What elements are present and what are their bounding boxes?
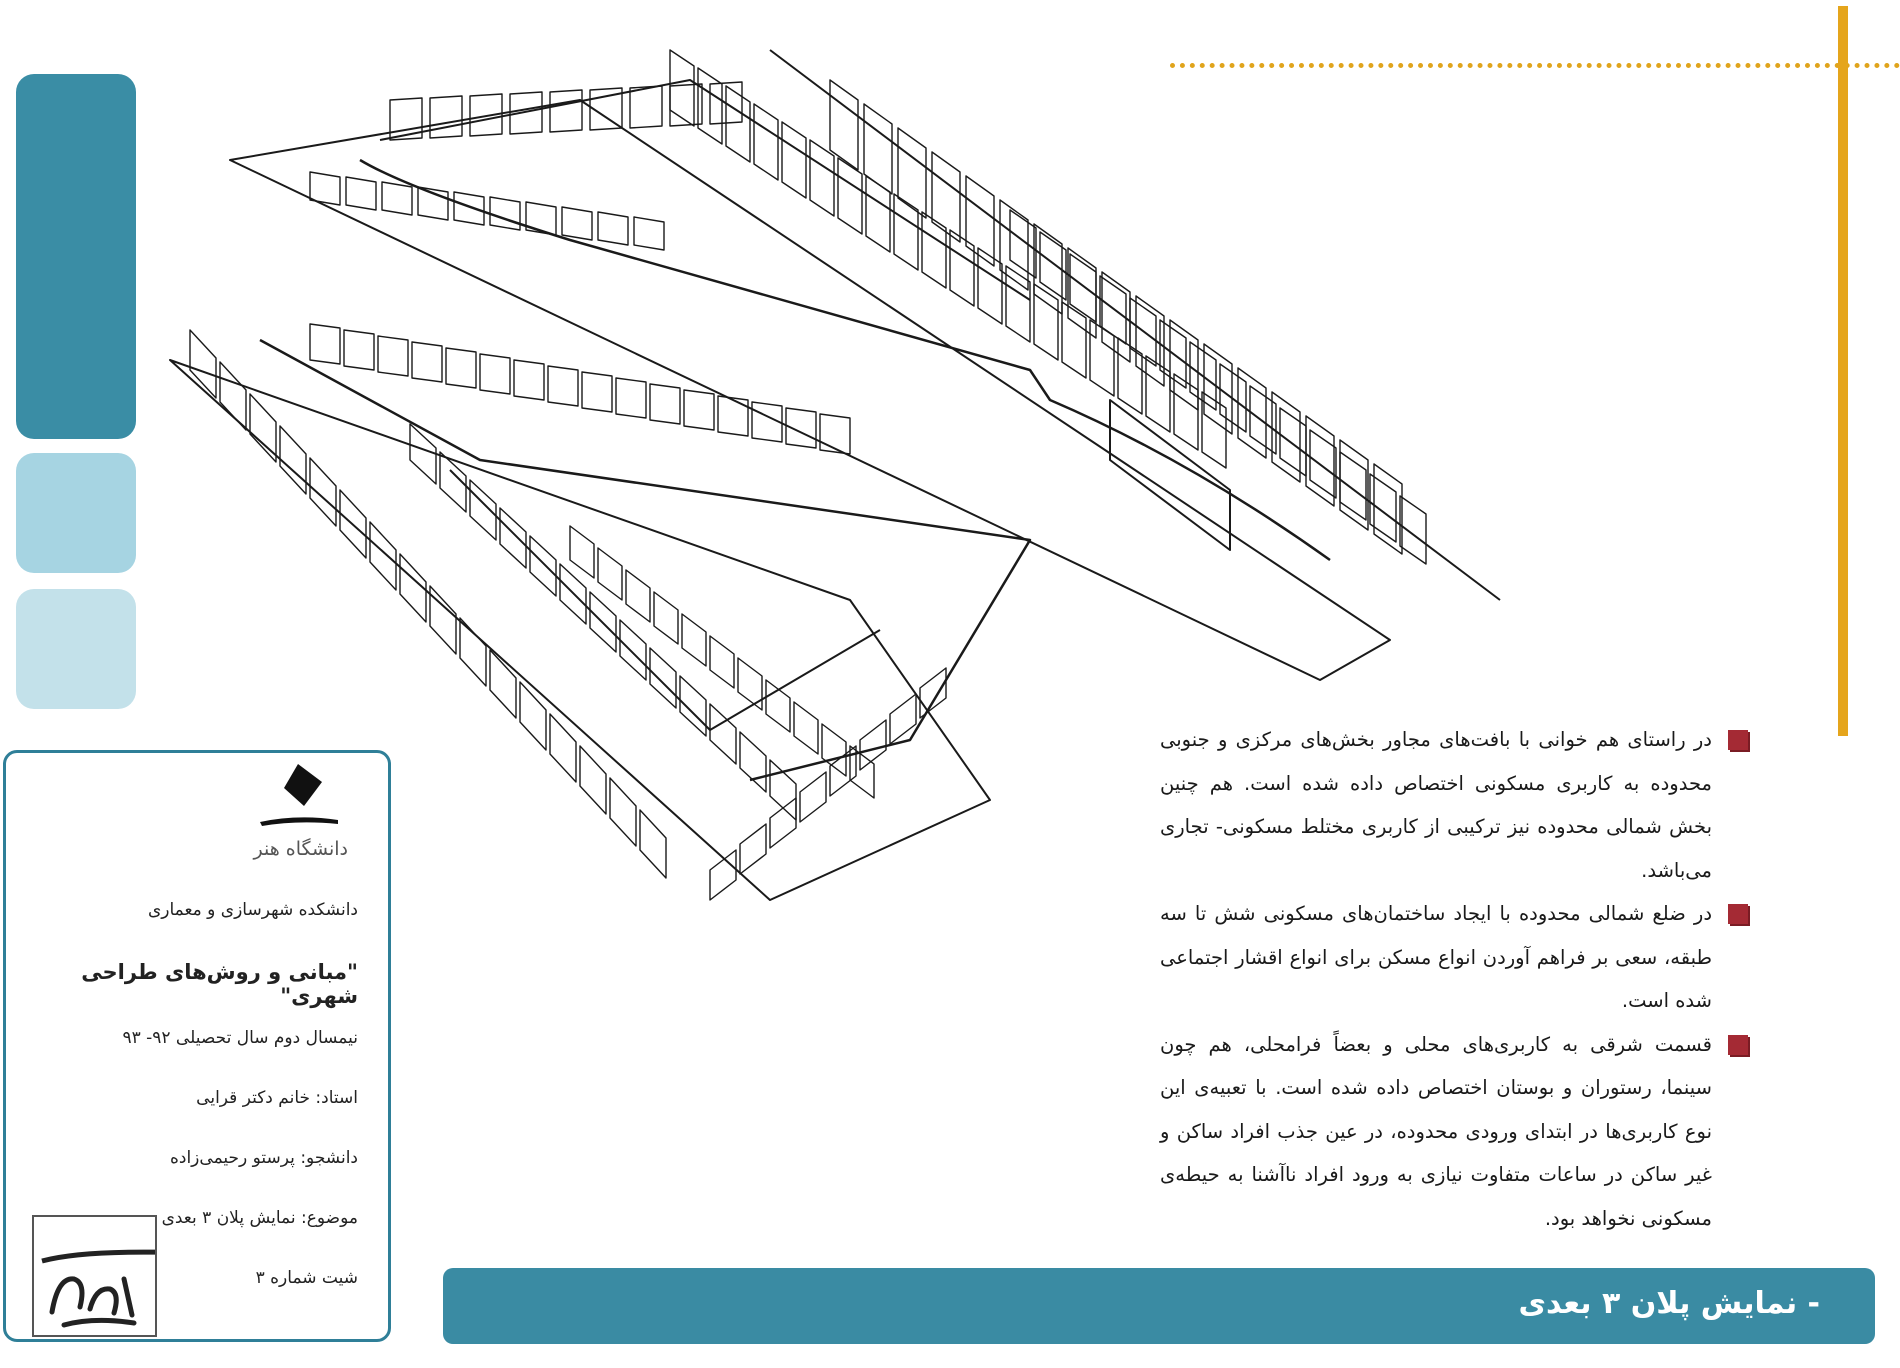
paragraph-text: در راستای هم خوانی با بافت‌های مجاور بخش‌های مرکزی و جنوبی محدوده به کاربری مسکونی اختصاص داده شده است. هم چنین بخش شمالی محدوده نیز ترکیبی از کاربری مختلط مسکونی- تجاری می‌باشد.: [1160, 728, 1712, 882]
memarana-stamp: [32, 1215, 157, 1337]
university-name: دانشگاه هنر: [253, 838, 348, 860]
bullet-square-icon: [1728, 904, 1748, 924]
paragraph-text: قسمت شرقی به کاربری‌های محلی و بعضاً فرامحلی، هم چون سینما، رستوران و بوستان اختصاص داده شده است. با تعبیه‌ی این نوع کاربری‌ها در ابتدای ورودی محدوده، در عین جذب افراد ساکن و غیر ساکن در ساعات متفاوت نیازی به ورود افراد ناآشنا به حیطه‌ی مسکونی نخواهد بود.: [1160, 1032, 1712, 1230]
student-info: دانشجو: پرستو رحیمی‌زاده: [169, 1148, 358, 1168]
footer-bar: [443, 1268, 1875, 1344]
side-tab-primary: [16, 74, 136, 439]
course-title: "مبانی و روش‌های طراحی شهری": [81, 960, 358, 1008]
footer-title: - نمایش پلان ۳ بعدی: [1518, 1286, 1820, 1321]
bullet-square-icon: [1728, 1035, 1748, 1055]
side-tab-tertiary: [16, 589, 136, 709]
semester-info: نیمسال دوم سال تحصیلی ۹۲- ۹۳: [122, 1028, 358, 1048]
paragraph-2: [1160, 892, 1748, 1023]
description-paragraphs: [1160, 718, 1748, 1240]
subject-info: موضوع: نمایش پلان ۳ بعدی: [161, 1208, 358, 1228]
paragraph-1: [1160, 718, 1748, 892]
side-tab-secondary: [16, 453, 136, 573]
sheet-number: شیت شماره ۳: [255, 1268, 358, 1288]
teacher-info: استاد: خانم دکتر قرایی: [196, 1088, 358, 1108]
paragraph-3: [1160, 1023, 1748, 1241]
bullet-square-icon: [1728, 730, 1748, 750]
calligraphy-logo-icon: [34, 1217, 155, 1335]
paragraph-text: در ضلع شمالی محدوده با ایجاد ساختمان‌های مسکونی شش تا سه طبقه، سعی بر فراهم آوردن انواع مسکن برای انواع اقشار اجتماعی شده است.: [1160, 902, 1712, 1012]
faculty-name: دانشکده شهرسازی و معماری: [147, 900, 358, 920]
accent-vertical-bar: [1838, 6, 1848, 736]
